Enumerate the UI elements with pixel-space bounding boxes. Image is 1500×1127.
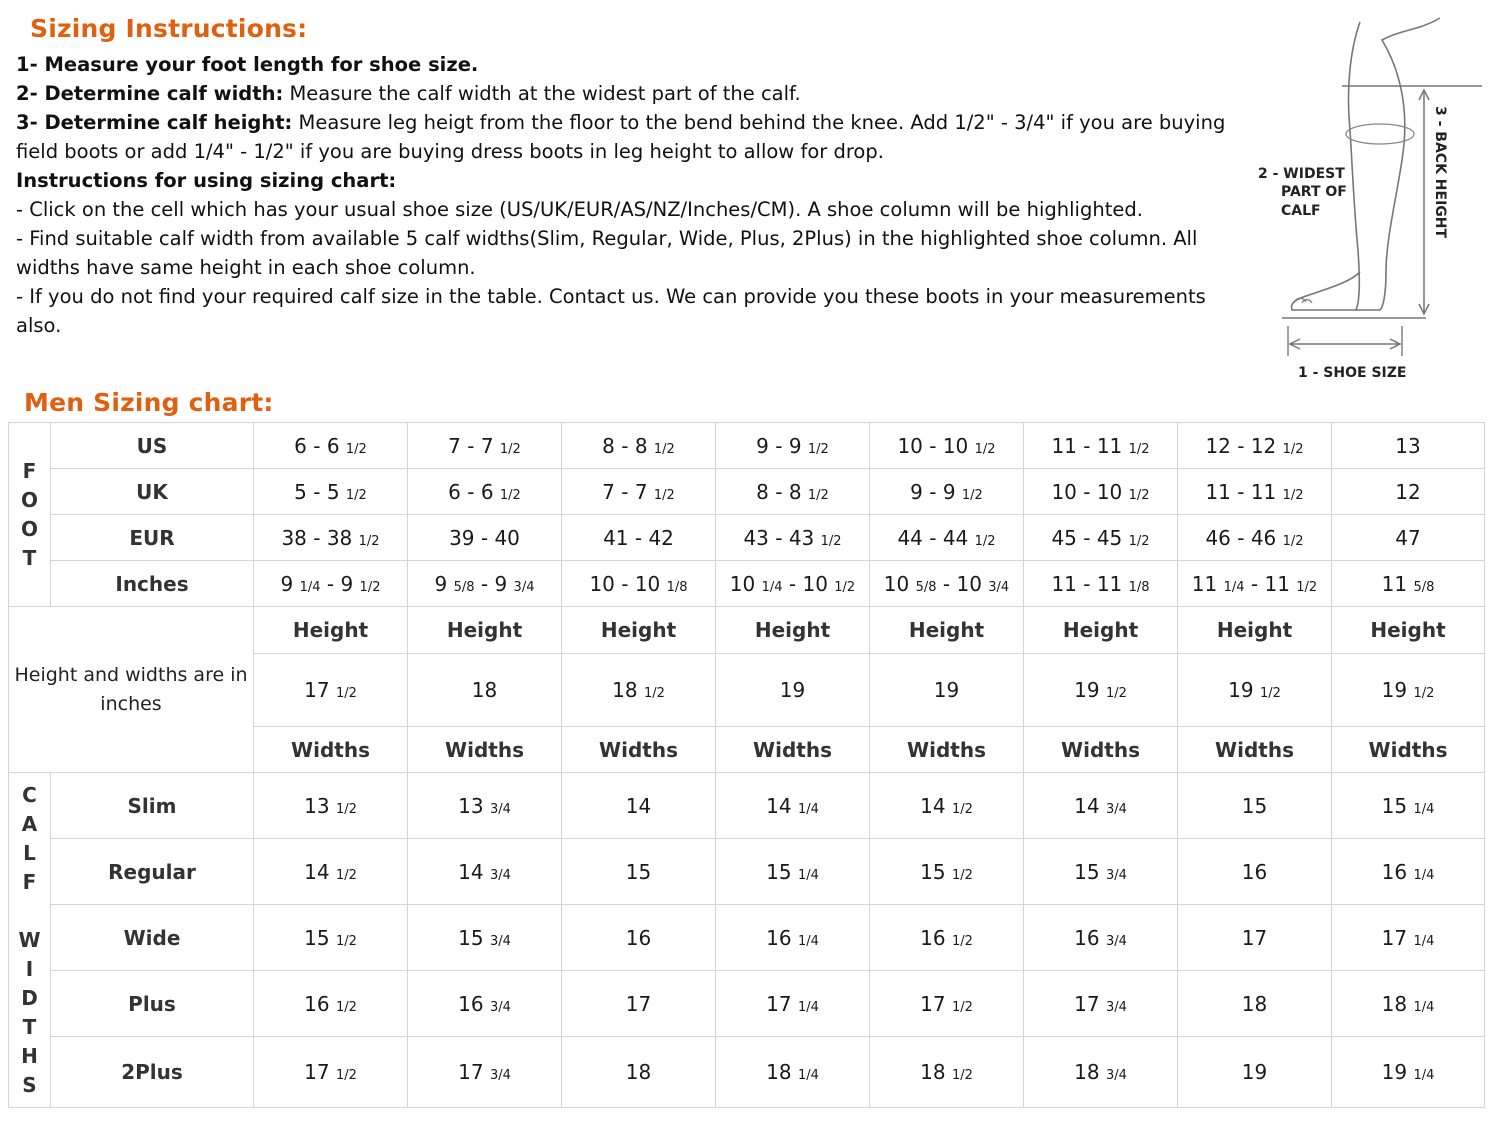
calf-width-cell[interactable]: 13 1/2 — [254, 773, 408, 839]
calf-width-cell[interactable]: 15 1/2 — [870, 839, 1024, 905]
instruction-step-2: 2- Determine calf width: Measure the calf width at the widest part of the calf. — [16, 82, 801, 105]
widths-header-cell: Widths — [254, 727, 408, 773]
calf-width-cell[interactable]: 14 3/4 — [408, 839, 562, 905]
calf-width-cell[interactable]: 14 1/4 — [716, 773, 870, 839]
calf-width-cell[interactable]: 15 3/4 — [1024, 839, 1178, 905]
foot-vertical-label: F O O T — [9, 423, 51, 607]
widths-header-cell: Widths — [1332, 727, 1485, 773]
calf-width-cell[interactable]: 17 1/4 — [1332, 905, 1485, 971]
shoe-size-cell[interactable]: 11 1/4 - 11 1/2 — [1178, 561, 1332, 607]
height-value-cell: 18 1/2 — [562, 654, 716, 727]
shoe-size-cell[interactable]: 11 - 11 1/8 — [1024, 561, 1178, 607]
foot-row-label: Inches — [51, 561, 254, 607]
calf-width-cell[interactable]: 14 1/2 — [254, 839, 408, 905]
label-widest-3: CALF — [1281, 203, 1321, 219]
shoe-size-cell[interactable]: 10 - 10 1/2 — [1024, 469, 1178, 515]
leg-back-outline — [1356, 18, 1440, 310]
calf-width-cell[interactable]: 16 1/2 — [870, 905, 1024, 971]
shoe-size-cell[interactable]: 7 - 7 1/2 — [562, 469, 716, 515]
chart-instruction-bullet-3: - If you do not find your required calf size in the table. Contact us. We can provide you these boots in your measurements also. — [16, 285, 1206, 337]
instruction-step-1: 1- Measure your foot length for shoe size. — [16, 53, 479, 76]
shoe-size-cell[interactable]: 45 - 45 1/2 — [1024, 515, 1178, 561]
calf-width-cell[interactable]: 17 1/2 — [870, 971, 1024, 1037]
height-value-cell: 19 1/2 — [1024, 654, 1178, 727]
label-shoe-size: 1 - SHOE SIZE — [1298, 365, 1407, 381]
calf-row-2plus — [9, 1037, 1485, 1108]
calf-row-label: 2Plus — [51, 1037, 254, 1108]
height-header-cell: Height — [562, 607, 716, 654]
height-value-cell: 19 1/2 — [1178, 654, 1332, 727]
height-value-cell: 18 — [408, 654, 562, 727]
shoe-size-cell[interactable]: 11 - 11 1/2 — [1024, 423, 1178, 469]
foot-row-eur — [9, 515, 1485, 561]
calf-width-cell[interactable]: 16 3/4 — [1024, 905, 1178, 971]
height-value-cell: 19 — [716, 654, 870, 727]
height-header-cell: Height — [870, 607, 1024, 654]
calf-row-plus — [9, 971, 1485, 1037]
sizing-instructions-title: Sizing Instructions: — [30, 14, 308, 43]
calf-width-cell[interactable]: 15 3/4 — [408, 905, 562, 971]
height-header-cell: Height — [1332, 607, 1485, 654]
calf-width-cell[interactable]: 15 1/4 — [716, 839, 870, 905]
shoe-size-cell[interactable]: 6 - 6 1/2 — [408, 469, 562, 515]
men-sizing-chart-title: Men Sizing chart: — [24, 388, 274, 417]
widths-header-cell: Widths — [1024, 727, 1178, 773]
shoe-size-cell[interactable]: 9 1/4 - 9 1/2 — [254, 561, 408, 607]
calf-row-regular — [9, 839, 1485, 905]
calf-width-cell[interactable]: 16 3/4 — [408, 971, 562, 1037]
shoe-size-cell[interactable]: 38 - 38 1/2 — [254, 515, 408, 561]
height-header-cell: Height — [1178, 607, 1332, 654]
foot-row-inches — [9, 561, 1485, 607]
calf-row-label: Slim — [51, 773, 254, 839]
calf-width-cell[interactable]: 19 1/4 — [1332, 1037, 1485, 1108]
height-value-cell: 19 — [870, 654, 1024, 727]
instruction-step-3: 3- Determine calf height: Measure leg heigt from the floor to the bend behind the knee. Add 1/2" - 3/4" if you are buying field boots or add 1/4" - 1/2" if you are buying dress boots in leg height to allow for drop. — [16, 111, 1226, 163]
chart-instructions-heading: Instructions for using sizing chart: — [16, 169, 397, 192]
shoe-size-cell[interactable]: 41 - 42 — [562, 515, 716, 561]
widths-header-cell: Widths — [716, 727, 870, 773]
calf-width-cell[interactable]: 17 3/4 — [1024, 971, 1178, 1037]
calf-width-cell[interactable]: 13 3/4 — [408, 773, 562, 839]
shoe-size-cell[interactable]: 9 5/8 - 9 3/4 — [408, 561, 562, 607]
calf-width-cell[interactable]: 15 — [562, 839, 716, 905]
height-header-row — [9, 607, 1485, 654]
shoe-size-cell[interactable]: 7 - 7 1/2 — [408, 423, 562, 469]
label-back-height: 3 - BACK HEIGHT — [1432, 106, 1448, 239]
chart-instruction-bullet-2: - Find suitable calf width from available 5 calf widths(Slim, Regular, Wide, Plus, 2Plus) in the highlighted shoe column. All widths have same height in each shoe column. — [16, 227, 1198, 279]
shoe-size-cell[interactable]: 8 - 8 1/2 — [562, 423, 716, 469]
calf-width-cell[interactable]: 17 — [1178, 905, 1332, 971]
calf-width-cell[interactable]: 14 3/4 — [1024, 773, 1178, 839]
calf-width-cell[interactable]: 16 — [562, 905, 716, 971]
foot-row-label: EUR — [51, 515, 254, 561]
calf-width-cell[interactable]: 15 1/2 — [254, 905, 408, 971]
calf-width-cell[interactable]: 18 3/4 — [1024, 1037, 1178, 1108]
calf-row-label: Regular — [51, 839, 254, 905]
height-header-cell: Height — [408, 607, 562, 654]
calf-width-cell[interactable]: 16 1/2 — [254, 971, 408, 1037]
shoe-size-cell[interactable]: 6 - 6 1/2 — [254, 423, 408, 469]
widths-header-cell: Widths — [1178, 727, 1332, 773]
calf-width-cell[interactable]: 14 — [562, 773, 716, 839]
calf-width-cell[interactable]: 18 — [562, 1037, 716, 1108]
widths-header-cell: Widths — [408, 727, 562, 773]
calf-row-wide — [9, 905, 1485, 971]
calf-row-label: Wide — [51, 905, 254, 971]
height-widths-note: Height and widths are in inches — [9, 607, 254, 773]
height-header-cell: Height — [254, 607, 408, 654]
calf-width-cell[interactable]: 18 1/2 — [870, 1037, 1024, 1108]
foot-row-us — [9, 423, 1485, 469]
shoe-size-cell[interactable]: 12 - 12 1/2 — [1178, 423, 1332, 469]
shoe-size-cell[interactable]: 10 5/8 - 10 3/4 — [870, 561, 1024, 607]
calf-width-cell[interactable]: 17 — [562, 971, 716, 1037]
height-value-cell: 17 1/2 — [254, 654, 408, 727]
calf-width-cell[interactable]: 17 3/4 — [408, 1037, 562, 1108]
foot-row-label: US — [51, 423, 254, 469]
shoe-size-cell[interactable]: 10 1/4 - 10 1/2 — [716, 561, 870, 607]
shoe-size-cell[interactable]: 13 — [1332, 423, 1485, 469]
instructions-block — [16, 50, 1236, 340]
leg-diagram-svg — [1250, 10, 1490, 390]
shoe-size-cell[interactable]: 9 - 9 1/2 — [870, 469, 1024, 515]
shoe-size-cell[interactable]: 8 - 8 1/2 — [716, 469, 870, 515]
calf-width-cell[interactable]: 14 1/2 — [870, 773, 1024, 839]
shoe-size-cell[interactable]: 11 5/8 — [1332, 561, 1485, 607]
calf-width-cell[interactable]: 18 1/4 — [716, 1037, 870, 1108]
height-header-cell: Height — [716, 607, 870, 654]
calf-width-cell[interactable]: 17 1/4 — [716, 971, 870, 1037]
widths-header-cell: Widths — [562, 727, 716, 773]
calf-width-cell[interactable]: 16 — [1178, 839, 1332, 905]
chart-instruction-bullet-1: - Click on the cell which has your usual shoe size (US/UK/EUR/AS/NZ/Inches/CM). A shoe column will be highlighted. — [16, 198, 1143, 221]
shoe-size-cell[interactable]: 11 - 11 1/2 — [1178, 469, 1332, 515]
calf-width-cell[interactable]: 18 — [1178, 971, 1332, 1037]
shoe-size-cell[interactable]: 9 - 9 1/2 — [716, 423, 870, 469]
shoe-size-cell[interactable]: 43 - 43 1/2 — [716, 515, 870, 561]
height-header-cell: Height — [1024, 607, 1178, 654]
shoe-size-cell[interactable]: 10 - 10 1/8 — [562, 561, 716, 607]
widths-header-cell: Widths — [870, 727, 1024, 773]
label-widest-2: PART OF — [1281, 184, 1347, 200]
calf-width-cell[interactable]: 17 1/2 — [254, 1037, 408, 1108]
calf-width-cell[interactable]: 16 1/4 — [1332, 839, 1485, 905]
calf-width-cell[interactable]: 16 1/4 — [716, 905, 870, 971]
foot-row-label: UK — [51, 469, 254, 515]
calf-width-cell[interactable]: 19 — [1178, 1037, 1332, 1108]
calf-ellipse — [1346, 124, 1414, 144]
calf-row-slim — [9, 773, 1485, 839]
foot-row-uk — [9, 469, 1485, 515]
calf-width-cell[interactable]: 15 — [1178, 773, 1332, 839]
shoe-size-cell[interactable]: 10 - 10 1/2 — [870, 423, 1024, 469]
shoe-size-cell[interactable]: 12 — [1332, 469, 1485, 515]
shoe-size-cell[interactable]: 5 - 5 1/2 — [254, 469, 408, 515]
shoe-size-cell[interactable]: 46 - 46 1/2 — [1178, 515, 1332, 561]
men-sizing-table — [8, 422, 1485, 1108]
shoe-size-cell[interactable]: 39 - 40 — [408, 515, 562, 561]
calf-width-cell[interactable]: 15 1/4 — [1332, 773, 1485, 839]
leg-measurement-diagram — [1250, 10, 1490, 390]
shoe-size-cell[interactable]: 47 — [1332, 515, 1485, 561]
calf-row-label: Plus — [51, 971, 254, 1037]
calf-width-cell[interactable]: 18 1/4 — [1332, 971, 1485, 1037]
label-widest-1: 2 - WIDEST — [1258, 166, 1345, 182]
shoe-size-cell[interactable]: 44 - 44 1/2 — [870, 515, 1024, 561]
height-value-cell: 19 1/2 — [1332, 654, 1485, 727]
calf-widths-vertical-label: C A L F W I D T H S — [9, 773, 51, 1108]
